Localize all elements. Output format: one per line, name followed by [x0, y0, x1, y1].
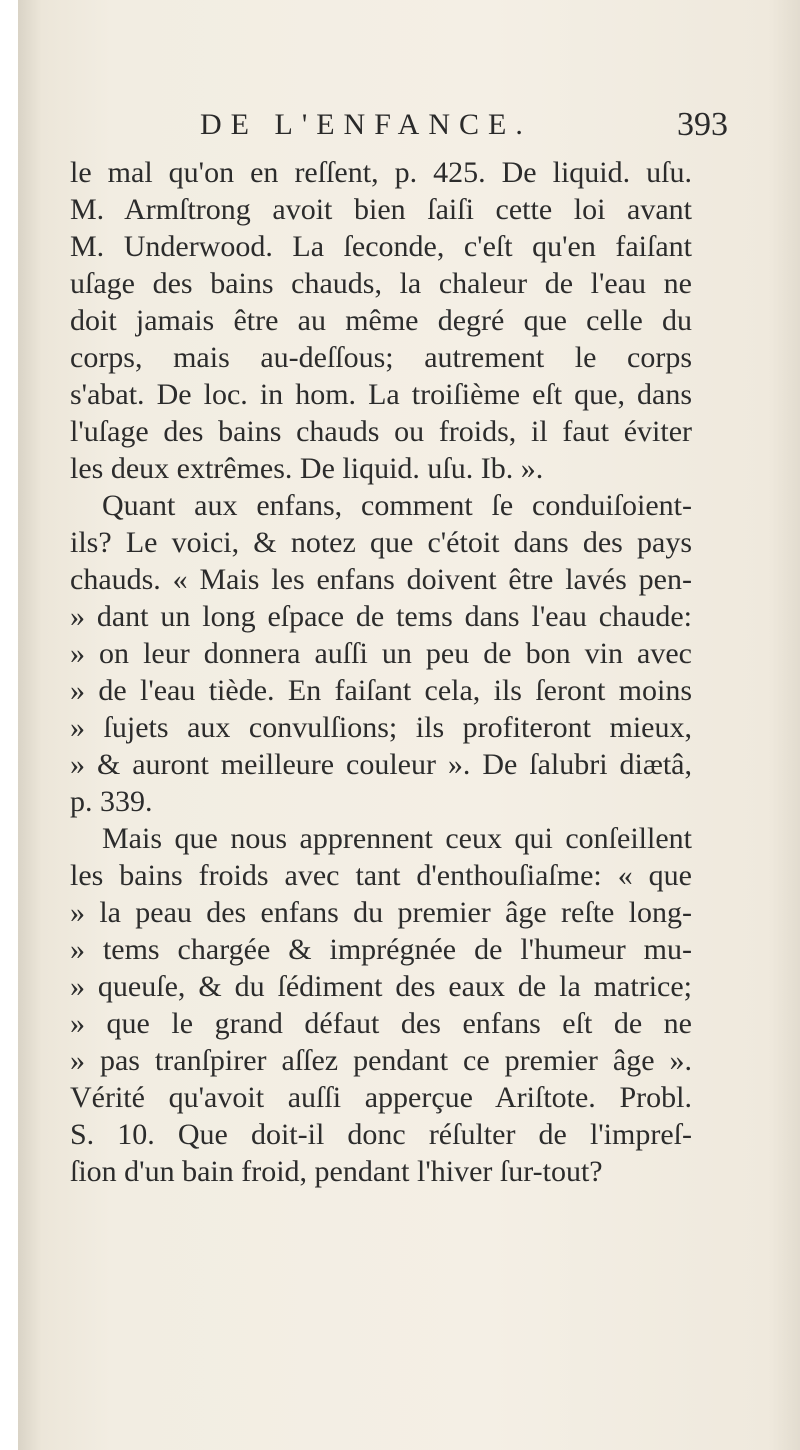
text-line: Quant aux enfans, comment ſe conduiſoient-: [102, 489, 692, 522]
text-line: chauds. « Mais les enfans doivent être lavés pen-: [70, 563, 692, 596]
book-page: [18, 0, 800, 1450]
text-line: les bains froids avec tant d'enthouſiaſme: « que: [70, 859, 692, 892]
text-line: corps, mais au-deſſous; autrement le corps: [70, 341, 692, 374]
text-line: » la peau des enfans du premier âge reſte long-: [70, 896, 692, 929]
text-line: » ſujets aux convulſions; ils profiteront mieux,: [70, 711, 692, 744]
text-line: uſage des bains chauds, la chaleur de l'eau ne: [70, 267, 692, 300]
text-line: » & auront meilleure couleur ». De ſalubri diætâ,: [70, 748, 692, 781]
book-spine-edge: [0, 0, 20, 1450]
text-line: ſion d'un bain froid, pendant l'hiver ſur-tout?: [70, 1155, 603, 1188]
text-line: doit jamais être au même degré que celle du: [70, 304, 692, 337]
text-line: M. Underwood. La ſeconde, c'eſt qu'en faiſant: [70, 230, 692, 263]
text-line: ils? Le voici, & notez que c'étoit dans des pays: [70, 526, 692, 559]
text-line: s'abat. De loc. in hom. La troiſième eſt que, dans: [70, 378, 692, 411]
text-line: » dant un long eſpace de tems dans l'eau chaude:: [70, 600, 692, 633]
text-line: l'uſage des bains chauds ou froids, il faut éviter: [70, 415, 692, 448]
text-line: S. 10. Que doit-il donc réſulter de l'impreſ-: [70, 1118, 692, 1151]
text-line: » pas tranſpirer aſſez pendant ce premier âge ».: [70, 1044, 692, 1077]
text-line: p. 339.: [70, 785, 153, 818]
text-line: les deux extrêmes. De liquid. uſu. Ib. ».: [70, 452, 544, 485]
running-title: DE L'ENFANCE.: [200, 108, 532, 141]
text-line: » de l'eau tiède. En faiſant cela, ils ſeront moins: [70, 674, 692, 707]
text-line: » que le grand défaut des enfans eſt de ne: [70, 1007, 692, 1040]
body-text: [70, 154, 692, 1190]
page-number: 393: [677, 106, 728, 143]
text-line: Mais que nous apprennent ceux qui conſeillent: [102, 822, 692, 855]
text-line: le mal qu'on en reſſent, p. 425. De liquid. uſu.: [70, 156, 692, 189]
text-line: » on leur donnera auſſi un peu de bon vin avec: [70, 637, 692, 670]
text-line: Vérité qu'avoit auſſi apperçue Ariſtote. Probl.: [70, 1081, 692, 1114]
text-line: » queuſe, & du ſédiment des eaux de la matrice;: [70, 970, 692, 1003]
text-line: M. Armſtrong avoit bien ſaiſi cette loi avant: [70, 193, 692, 226]
text-line: » tems chargée & imprégnée de l'humeur mu-: [70, 933, 692, 966]
